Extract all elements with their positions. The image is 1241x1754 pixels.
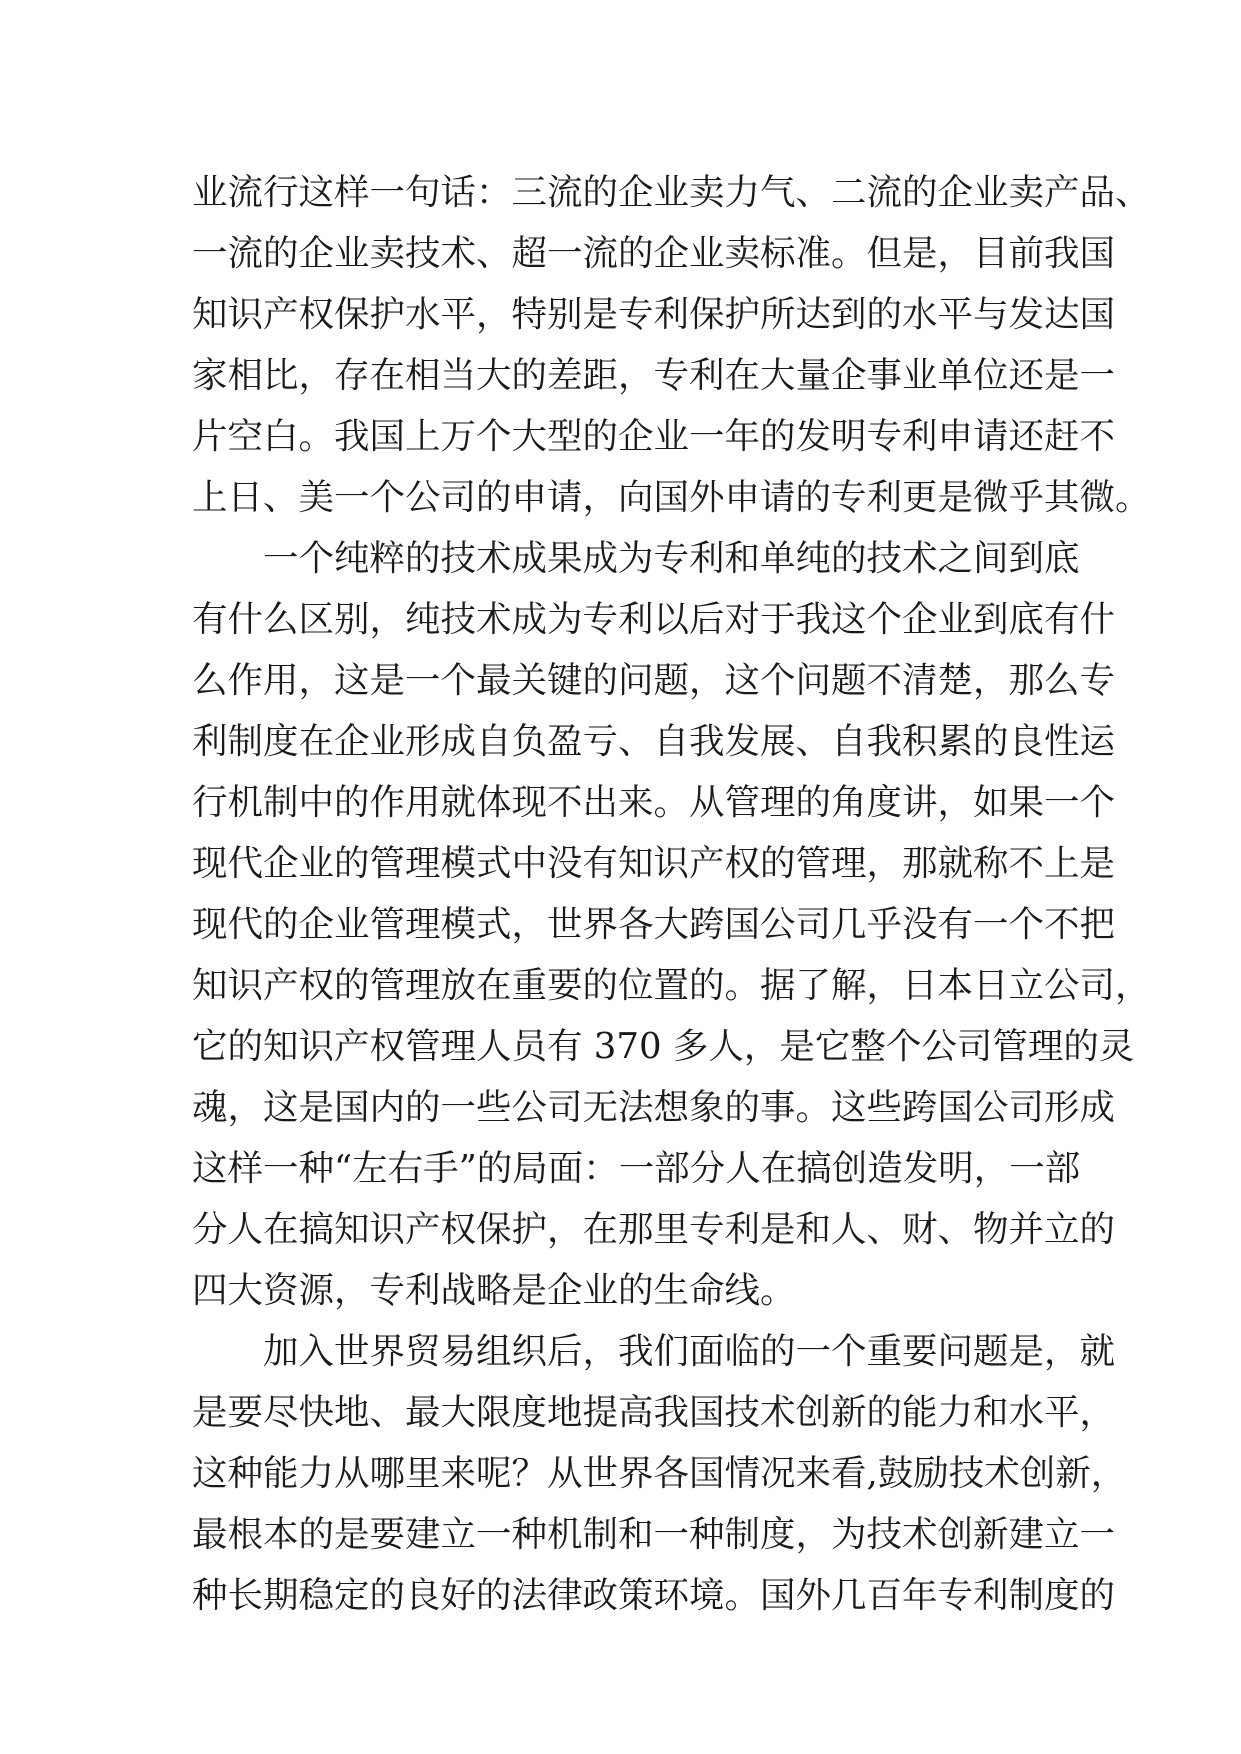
text-line: 一个纯粹的技术成果成为专利和单纯的技术之间到底	[263, 538, 1080, 579]
text-line: 种长期稳定的良好的法律政策环境。国外几百年专利制度的	[192, 1575, 1116, 1616]
text-line: 最根本的是要建立一种机制和一种制度，为技术创新建立一	[192, 1514, 1116, 1555]
body-text	[192, 162, 1151, 1626]
text-line: 上日、美一个公司的申请，向国外申请的专利更是微乎其微。	[192, 477, 1151, 518]
text-line: 一流的企业卖技术、超一流的企业卖标准。但是，目前我国	[192, 233, 1116, 274]
text-line: 魂，这是国内的一些公司无法想象的事。这些跨国公司形成	[192, 1087, 1116, 1128]
text-line: 四大资源，专利战略是企业的生命线。	[192, 1270, 796, 1311]
paragraph	[192, 162, 1151, 528]
paragraph	[192, 528, 1151, 1321]
text-line: 利制度在企业形成自负盈亏、自我发展、自我积累的良性运	[192, 721, 1116, 762]
text-line: 知识产权的管理放在重要的位置的。据了解，日本日立公司，	[192, 965, 1151, 1006]
text-line: 片空白。我国上万个大型的企业一年的发明专利申请还赶不	[192, 416, 1116, 457]
text-line: 家相比，存在相当大的差距，专利在大量企事业单位还是一	[192, 355, 1116, 396]
text-line: 分人在搞知识产权保护，在那里专利是和人、财、物并立的	[192, 1209, 1116, 1250]
text-line: 业流行这样一句话：三流的企业卖力气、二流的企业卖产品、	[192, 172, 1151, 213]
text-line: 加入世界贸易组织后，我们面临的一个重要问题是，就	[263, 1331, 1116, 1372]
text-line: 这种能力从哪里来呢？从世界各国情况来看,鼓励技术创新，	[192, 1453, 1127, 1494]
text-line: 有什么区别，纯技术成为专利以后对于我这个企业到底有什	[192, 599, 1116, 640]
text-line: 么作用，这是一个最关键的问题，这个问题不清楚，那么专	[192, 660, 1116, 701]
paragraph	[192, 1321, 1127, 1626]
text-line: 是要尽快地、最大限度地提高我国技术创新的能力和水平，	[192, 1392, 1116, 1433]
text-line: 现代企业的管理模式中没有知识产权的管理，那就称不上是	[192, 843, 1116, 884]
text-line: 知识产权保护水平，特别是专利保护所达到的水平与发达国	[192, 294, 1116, 335]
text-line: 这样一种“左右手”的局面：一部分人在搞创造发明，一部	[192, 1148, 1081, 1189]
text-line: 行机制中的作用就体现不出来。从管理的角度讲，如果一个	[192, 782, 1116, 823]
text-line: 它的知识产权管理人员有 370 多人，是它整个公司管理的灵	[192, 1026, 1135, 1067]
text-line: 现代的企业管理模式，世界各大跨国公司几乎没有一个不把	[192, 904, 1116, 945]
